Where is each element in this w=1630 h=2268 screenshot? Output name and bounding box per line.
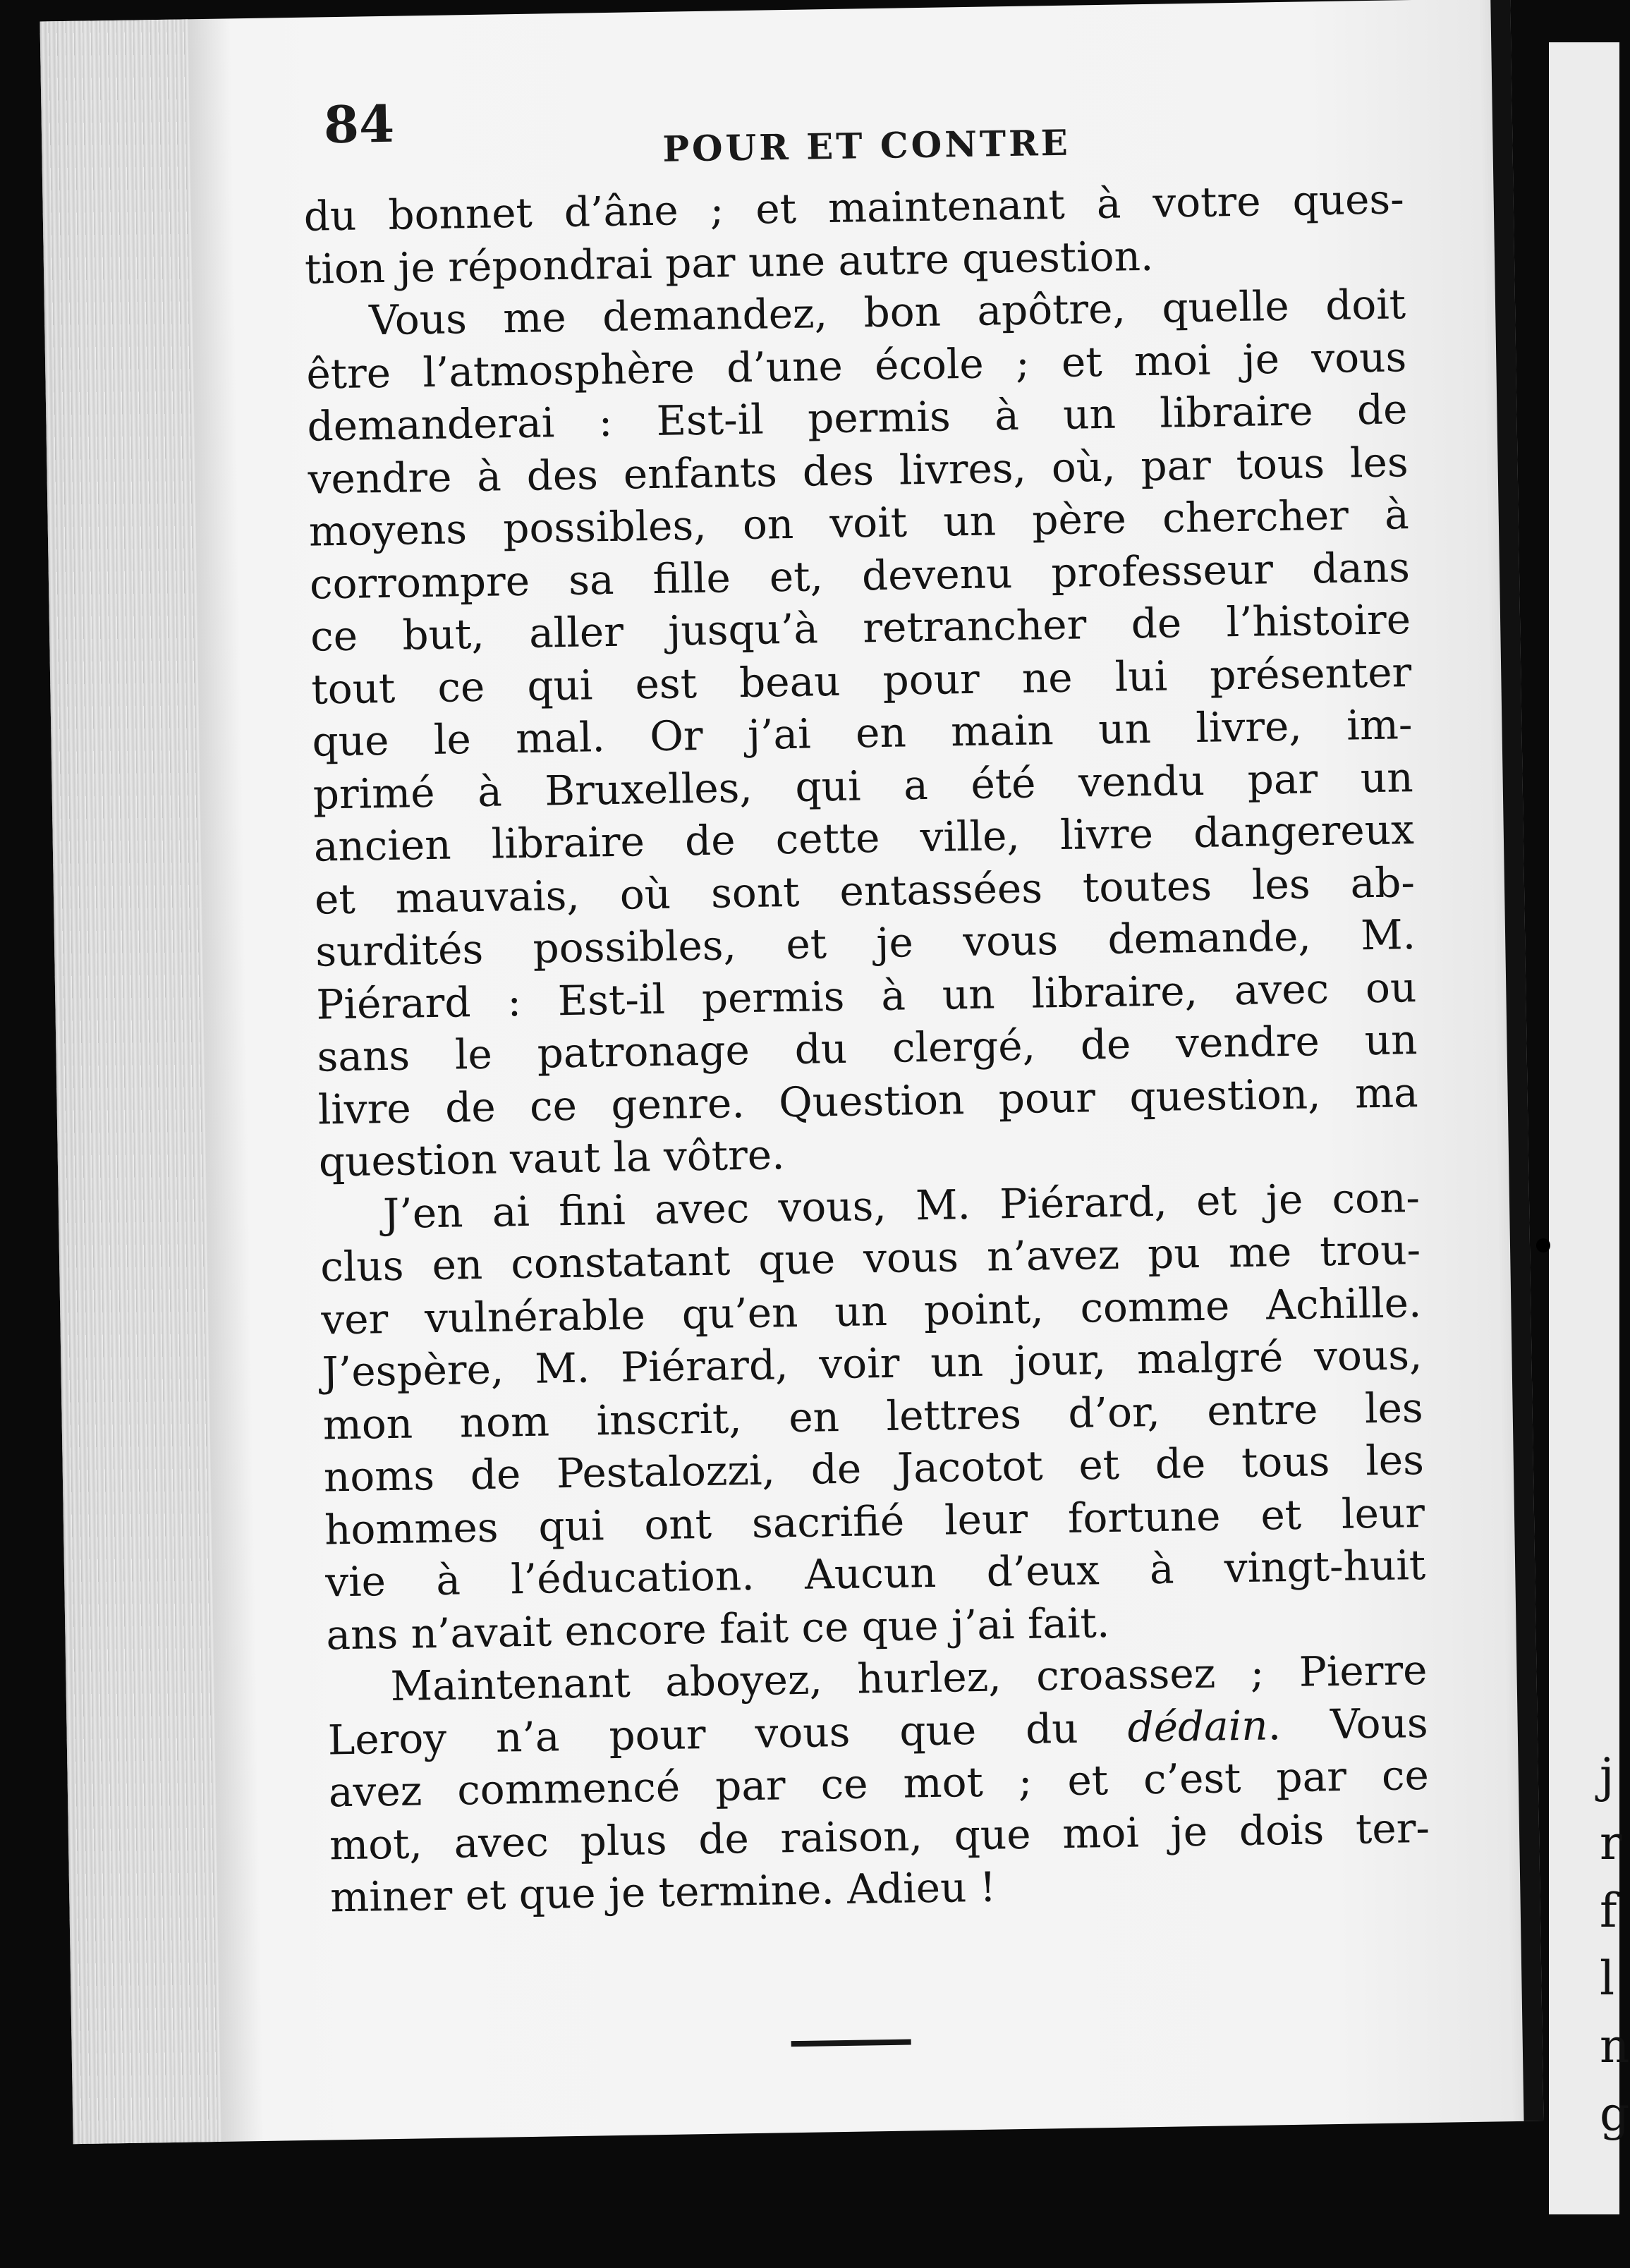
text-line: vie à l’éducation. Aucun d’eux à vingt-huit bbox=[324, 1540, 1426, 1606]
text-line: livre de ce genre. Question pour question, ma bbox=[317, 1068, 1419, 1134]
text-line: et mauvais, où sont entassées toutes les ab- bbox=[314, 858, 1416, 924]
book-gutter bbox=[1490, 0, 1543, 2121]
text-line: primé à Bruxelles, qui a été vendu par un bbox=[312, 752, 1414, 819]
text-line: ans n’avait encore fait ce que j’ai fait. bbox=[325, 1598, 1110, 1659]
text-line: ver vulnérable qu’en un point, comme Achille. bbox=[320, 1278, 1422, 1344]
text-line: Maintenant aboyez, hurlez, croassez ; Pierre bbox=[390, 1645, 1428, 1711]
text-line: moyens possibles, on voit un père chercher à bbox=[308, 490, 1410, 556]
page-number: 84 bbox=[323, 93, 395, 155]
end-rule bbox=[791, 2040, 911, 2047]
text-line: avez commencé par ce mot ; et c’est par ce bbox=[328, 1750, 1430, 1817]
text-line: J’en ai fini avec vous, M. Piérard, et je con- bbox=[382, 1173, 1421, 1238]
text-line: ancien libraire de cette ville, livre dangereux bbox=[313, 805, 1415, 871]
text-line: Vous me demandez, bon apôtre, quelle doit bbox=[368, 280, 1406, 345]
text-line: noms de Pestalozzi, de Jacotot et de tous les bbox=[323, 1435, 1425, 1501]
body-text bbox=[303, 173, 1430, 1924]
text-line: miner et que je termine. Adieu ! bbox=[329, 1862, 997, 1922]
text-line: ce but, aller jusqu’à retrancher de l’histoire bbox=[310, 595, 1411, 661]
text-fragment: Leroy n’a pour vous que du bbox=[327, 1704, 1079, 1764]
running-header bbox=[267, 78, 1411, 173]
text-line: du bonnet d’âne ; et maintenant à votre ques- bbox=[303, 175, 1405, 240]
text-line: sans le patronage du clergé, de vendre un bbox=[317, 1016, 1418, 1081]
running-title: POUR ET CONTRE bbox=[662, 121, 1071, 170]
text-line: surdités possibles, et je vous demande, M. bbox=[315, 910, 1416, 976]
text-line: question vaut la vôtre. bbox=[318, 1130, 786, 1186]
text-line: mon nom inscrit, en lettres d’or, entre les bbox=[322, 1383, 1424, 1449]
text-line: Piérard : Est-il permis à un libraire, avec ou bbox=[315, 963, 1417, 1029]
text-line: demanderai : Est-il permis à un libraire de bbox=[307, 385, 1408, 451]
book-page bbox=[39, 0, 1543, 2144]
text-fragment: . Vous bbox=[1267, 1698, 1429, 1750]
facing-page-speck bbox=[1536, 1238, 1550, 1252]
text-line: vendre à des enfants des livres, où, par tous les bbox=[308, 437, 1409, 504]
text-line: clus en constatant que vous n’avez pu me trou- bbox=[320, 1226, 1421, 1291]
text-line: que le mal. Or j’ai en main un livre, im- bbox=[312, 700, 1413, 766]
facing-page-fragment: j r f l n g bbox=[1600, 1748, 1630, 2141]
text-line: tout ce qui est beau pour ne lui présenter bbox=[310, 647, 1412, 714]
text-line: être l’atmosphère d’une école ; et moi je vous bbox=[305, 332, 1407, 398]
text-line: J’espère, M. Piérard, voir un jour, malgré vous, bbox=[322, 1331, 1423, 1396]
text-line: mot, avec plus de raison, que moi je dois ter- bbox=[329, 1803, 1430, 1869]
text-line: hommes qui ont sacrifié leur fortune et leur bbox=[324, 1488, 1425, 1554]
emphasized-word: dédain bbox=[1127, 1701, 1269, 1752]
text-line: corrompre sa fille et, devenu professeur dans bbox=[309, 542, 1411, 609]
text-line: tion je répondrai par une autre question. bbox=[304, 231, 1154, 293]
